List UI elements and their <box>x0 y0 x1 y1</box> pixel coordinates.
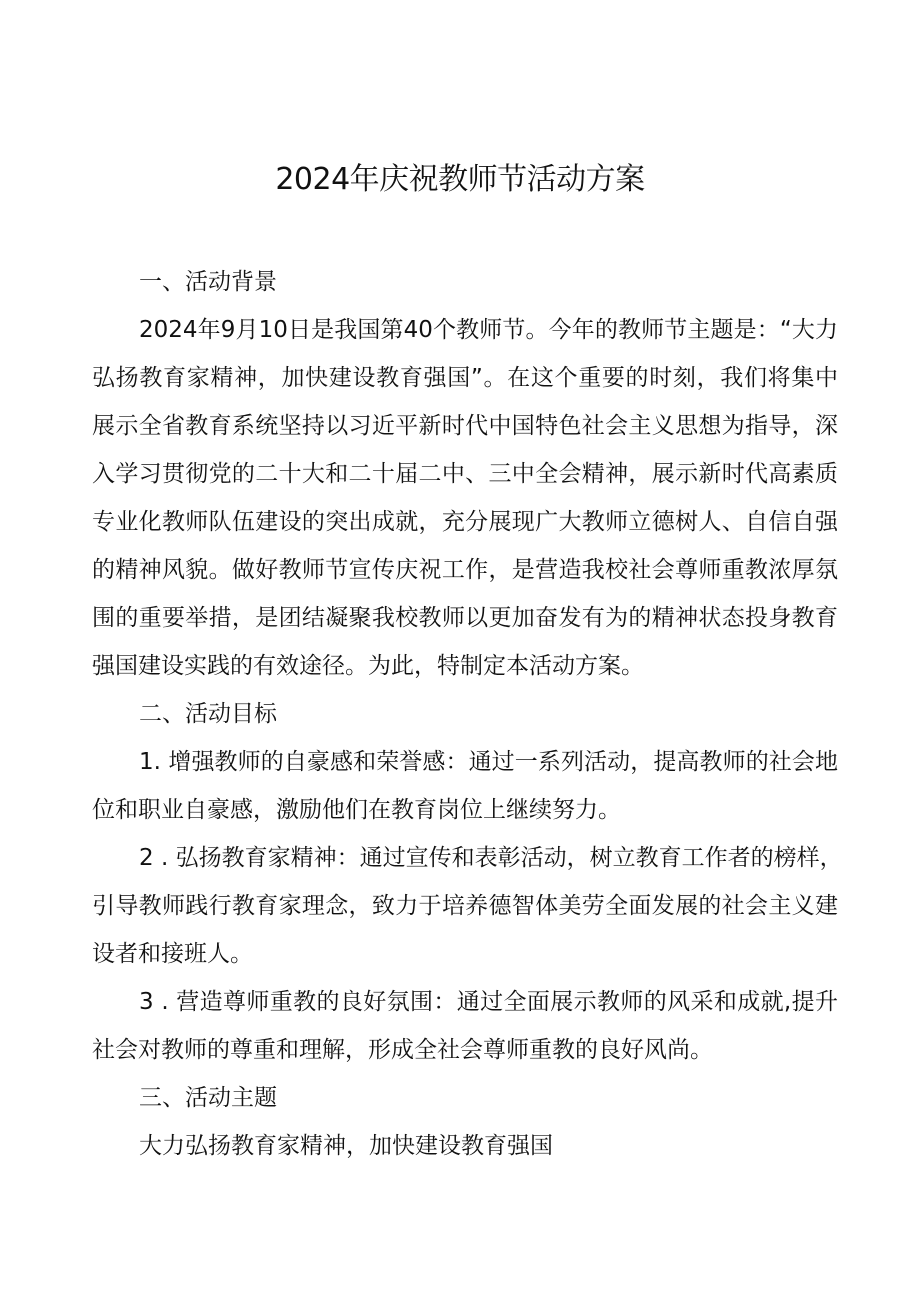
background-line-8: 强国建设实践的有效途径。为此，特制定本活动方案。 <box>92 653 644 679</box>
goal-2-line-3: 设者和接班人。 <box>92 941 253 967</box>
background-line-4: 入学习贯彻党的二十大和二十届二中、三中全会精神，展示新时代高素质 <box>92 461 838 487</box>
goal-3-line-2: 社会对教师的尊重和理解，形成全社会尊师重教的良好风尚。 <box>92 1037 713 1063</box>
activity-theme-text: 大力弘扬教育家精神，加快建设教育强国 <box>139 1133 553 1159</box>
background-line-7: 围的重要举措，是团结凝聚我校教师以更加奋发有为的精神状态投身教育 <box>92 605 838 631</box>
document-body <box>92 258 843 1170</box>
section-heading-background: 一、活动背景 <box>139 269 277 295</box>
section-heading-goals: 二、活动目标 <box>139 701 277 727</box>
background-line-2: 弘扬教育家精神，加快建设教育强国”。在这个重要的时刻，我们将集中 <box>92 365 838 391</box>
document-title: 2024年庆祝教师节活动方案 <box>275 162 645 197</box>
background-line-3: 展示全省教育系统坚持以习近平新时代中国特色社会主义思想为指导，深 <box>92 413 838 439</box>
background-line-5: 专业化教师队伍建设的突出成就，充分展现广大教师立德树人、自信自强 <box>92 509 838 535</box>
background-line-6: 的精神风貌。做好教师节宣传庆祝工作，是营造我校社会尊师重教浓厚氛 <box>92 557 838 583</box>
goal-3-line-1: 3 . 营造尊师重教的良好氛围：通过全面展示教师的风采和成就,提升 <box>139 989 838 1015</box>
goal-2-line-2: 引导教师践行教育家理念，致力于培养德智体美劳全面发展的社会主义建 <box>92 893 838 919</box>
background-line-1: 2024年9月10日是我国第40个教师节。今年的教师节主题是：“大力 <box>139 317 838 343</box>
goal-2-line-1: 2 . 弘扬教育家精神：通过宣传和表彰活动，树立教育工作者的榜样， <box>139 845 843 871</box>
section-heading-theme: 三、活动主题 <box>139 1085 277 1111</box>
goal-1-line-2: 位和职业自豪感，激励他们在教育岗位上继续努力。 <box>92 797 621 823</box>
goal-1-line-1: 1. 增强教师的自豪感和荣誉感：通过一系列活动，提高教师的社会地 <box>139 749 838 775</box>
